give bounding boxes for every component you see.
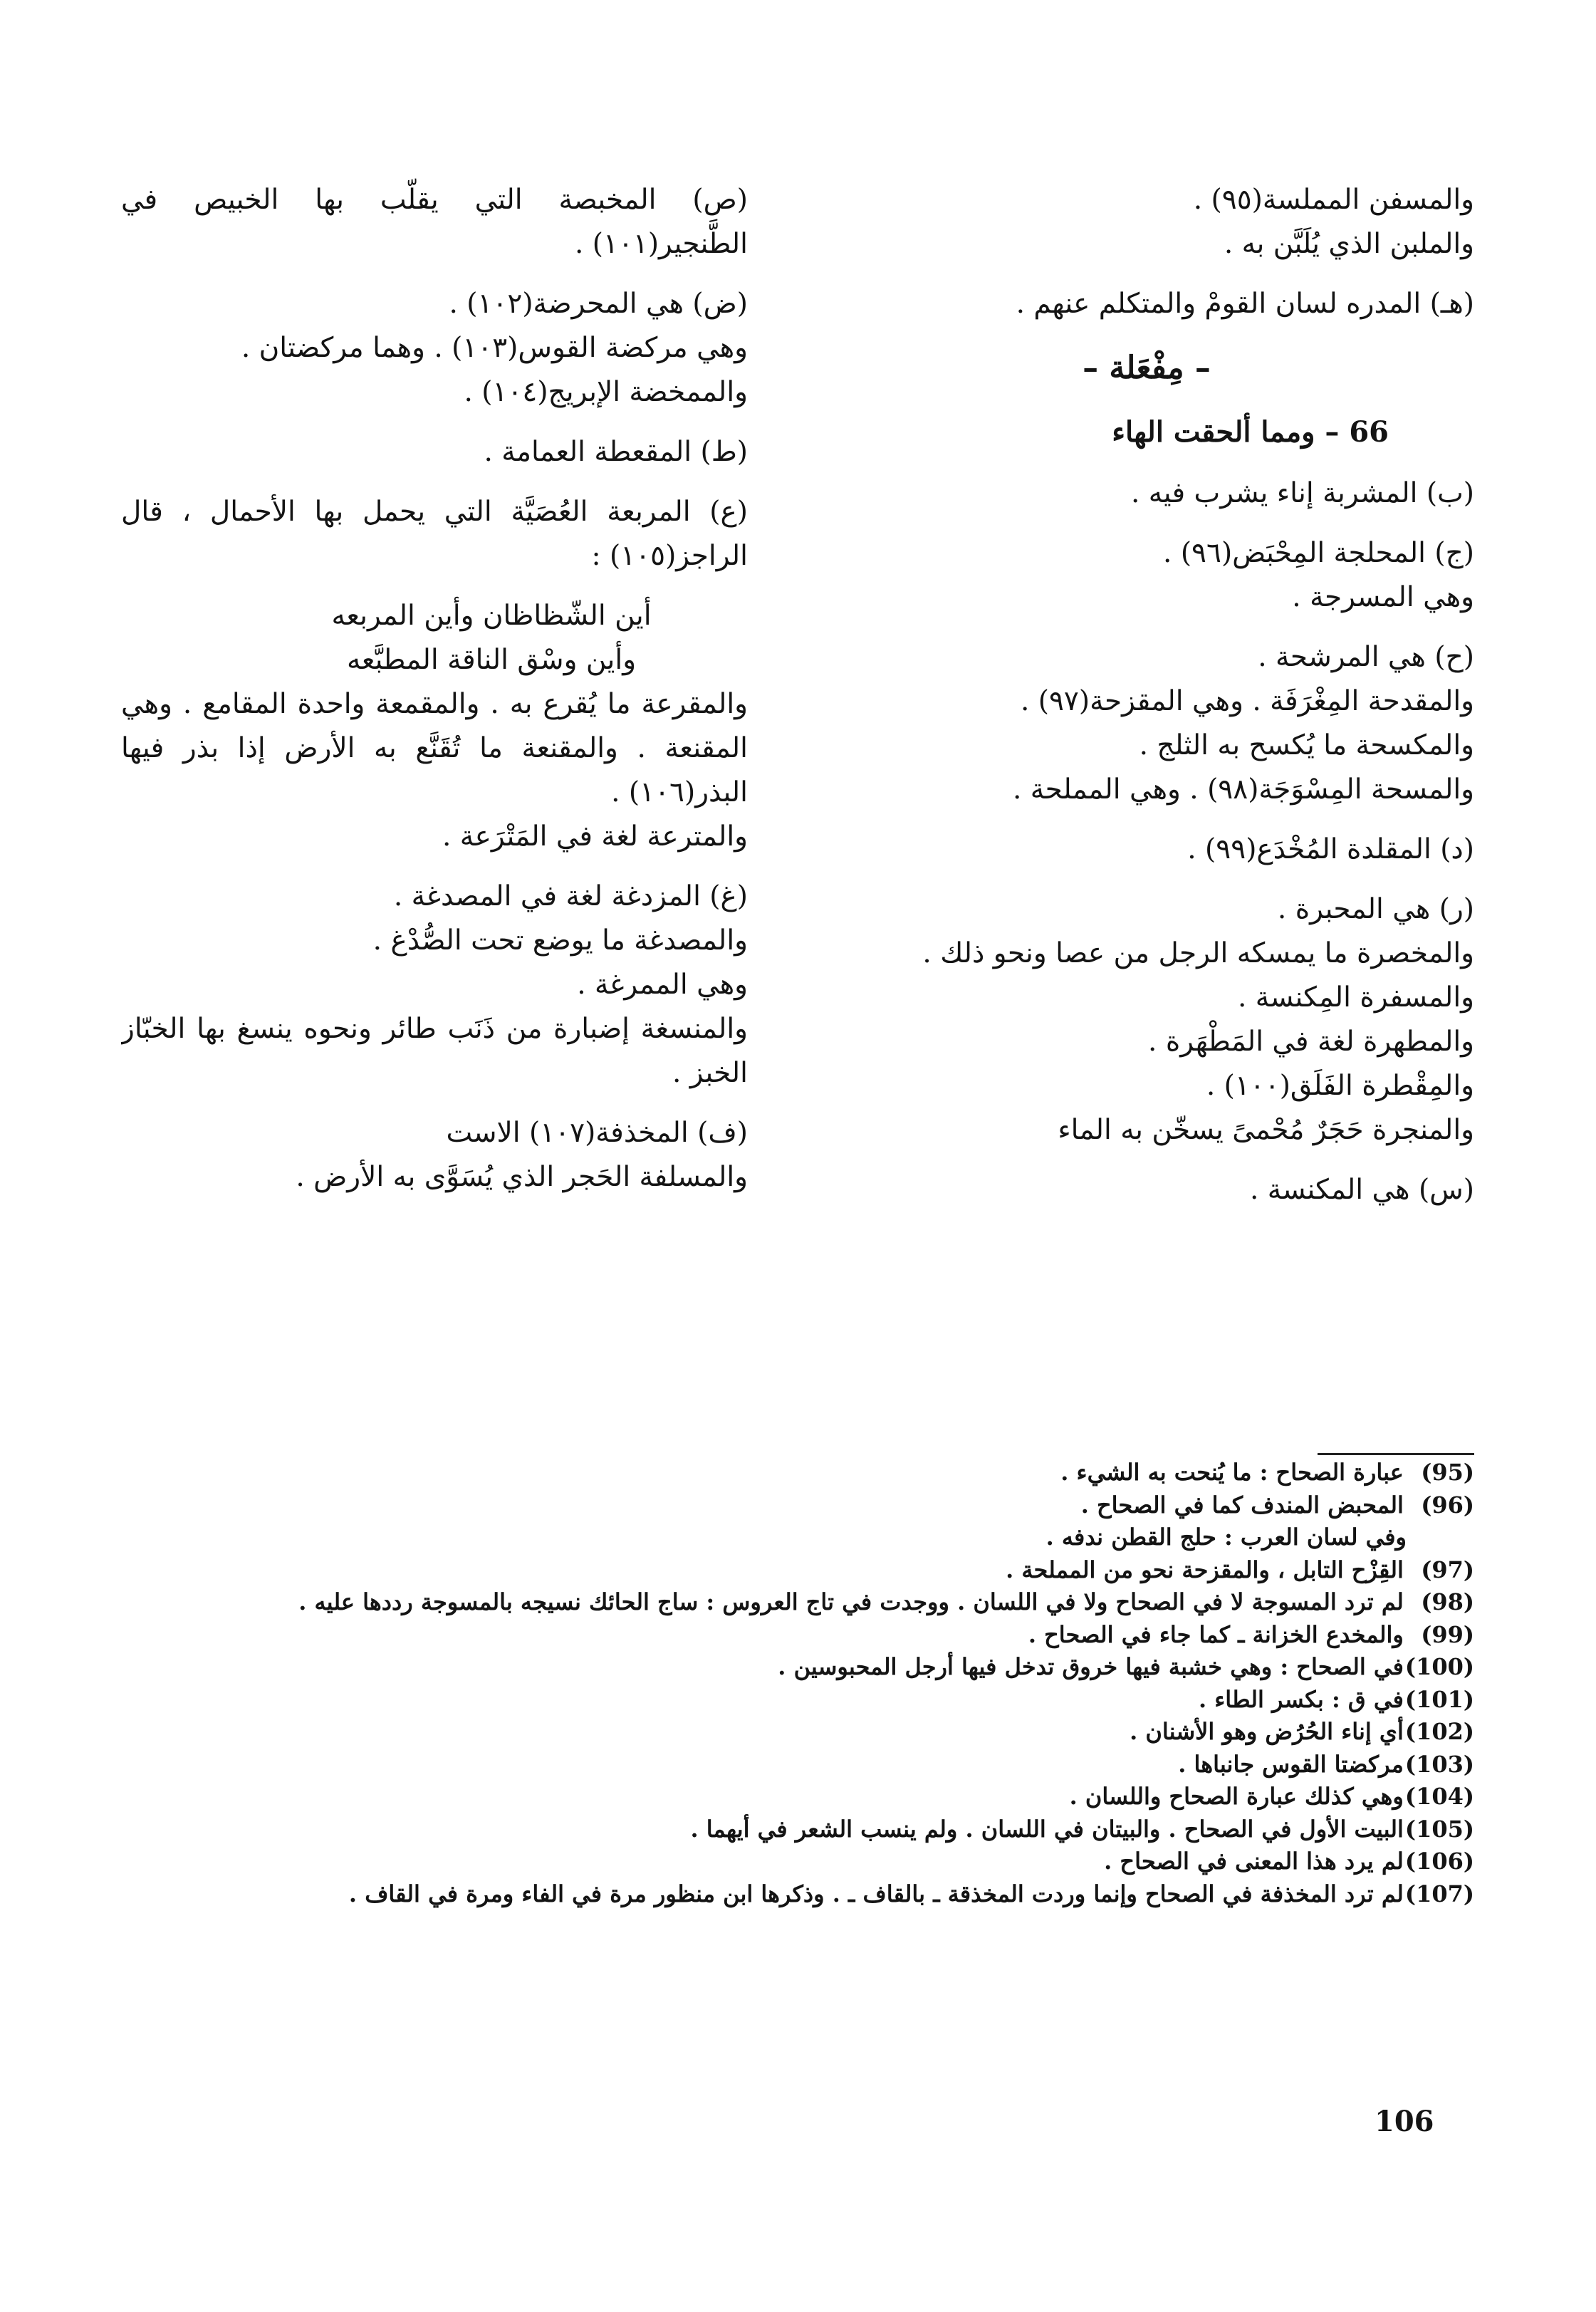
text-line: البذر(١٠٦) . [611, 776, 748, 808]
text-line: والمنسغة إضبارة من ذَنَب طائر ونحوه ينسغ بها الخبّاز [121, 1013, 748, 1045]
text-line: والمسفرة المِكنسة . [1237, 981, 1474, 1014]
text-line: (هـ) المدره لسان القومْ والمتكلم عنهم . [1016, 288, 1474, 320]
text-line: الراجز(١٠٥) : [591, 540, 748, 572]
footnote-number: (107) [1404, 1880, 1474, 1907]
footnote-text: والمخدع الخزانة ـ كما جاء في الصحاح . [1028, 1620, 1404, 1648]
text-line: الطَّنجير(١٠١) . [574, 228, 748, 260]
footnote-text: وهي كذلك عبارة الصحاح واللسان . [1069, 1783, 1404, 1810]
footnote-text: المحبض المندف كما في الصحاح . [1080, 1491, 1404, 1519]
footnote-item [135, 1586, 1474, 1619]
footnote-text: القِزْح التابل ، والمقزحة نحو من المملحة . [1006, 1556, 1404, 1583]
text-line: (ض) هي المحرضة(١٠٢) . [449, 288, 748, 320]
footnote-item [135, 1457, 1474, 1489]
right-column [819, 178, 1474, 1212]
text-line: والمسحة المِسْوَجَة(٩٨) . وهي المملحة . [1012, 774, 1474, 806]
text-line: والمنجرة حَجَرٌ مُحْمىً يسخّن به الماء [1058, 1114, 1474, 1146]
footnote-item [135, 1813, 1474, 1846]
text-line: (د) المقلدة المُخْدَع(٩٩) . [1187, 833, 1474, 865]
footnote-number: (103) [1404, 1750, 1474, 1778]
footnote-number: (96) [1421, 1491, 1474, 1519]
text-line: المقنعة . والمقنعة ما تُقَنَّع به الأرض إذا بذر فيها [121, 732, 748, 764]
text-line: والمطهرة لغة في المَطْهَرة . [1148, 1026, 1474, 1058]
verse-line: وأين وسْق الناقة المطبَّعه [346, 644, 637, 676]
text-line: والمقرعة ما يُقرع به . والمقمعة واحدة المقامع . وهي [121, 688, 748, 720]
section-title: 66 – ومما ألحقت الهاء [1112, 415, 1389, 449]
text-line: الخبز . [672, 1057, 748, 1089]
footnote-number: (106) [1404, 1848, 1474, 1875]
footnote-divider [1318, 1453, 1474, 1455]
footnote-item [135, 1521, 1474, 1554]
footnote-number: (101) [1404, 1685, 1474, 1713]
text-line: والمسلفة الحَجر الذي يُسَوَّى به الأرض . [296, 1161, 748, 1193]
text-line: وهي الممرغة . [577, 969, 748, 1001]
text-line: والمسفن المملسة(٩٥) . [1193, 184, 1474, 216]
footnote-number: (95) [1421, 1459, 1474, 1486]
footnote-number: (99) [1421, 1620, 1474, 1648]
footnote-number: (102) [1404, 1718, 1474, 1745]
text-line: (غ) المزدغة لغة في المصدغة . [393, 880, 748, 912]
footnote-text: وفي لسان العرب : حلج القطن ندفه . [1045, 1524, 1407, 1551]
text-line: (ص) المخبصة التي يقلّب بها الخبيص في [121, 184, 748, 216]
footnote-item [135, 1781, 1474, 1813]
left-column [121, 178, 748, 1199]
text-line: وهي مركضة القوس(١٠٣) . وهما مركضتان . [241, 332, 748, 364]
footnote-text: لم ترد المخذفة في الصحاح وإنما وردت المخذقة ـ بالقاف ـ . وذكرها ابن منظور مرة في الفاء ومرة في القاف . [348, 1880, 1404, 1907]
text-line: (ر) هي المحبرة . [1277, 893, 1474, 925]
footnote-text: في ق : بكسر الطاء . [1198, 1685, 1404, 1713]
text-line: والمكسحة ما يُكسح به الثلج . [1139, 729, 1474, 761]
text-line: (ح) هي المرشحة . [1258, 641, 1474, 673]
footnote-text: مركضتا القوس جانباها . [1178, 1750, 1404, 1778]
text-line: والمِقْطرة الفَلَق(١٠٠) . [1206, 1070, 1474, 1102]
footnote-item [135, 1619, 1474, 1652]
footnote-item [135, 1684, 1474, 1717]
text-line: والملبن الذي يُلَبَّن به . [1224, 228, 1474, 260]
footnotes [135, 1457, 1474, 1910]
footnote-text: أي إناء الحُرُض وهو الأشنان . [1130, 1718, 1404, 1745]
text-line: (ب) المشربة إناء يشرب فيه . [1131, 477, 1474, 509]
verse-line: أين الشّظاظان وأين المربعه [331, 600, 652, 632]
footnote-text: البيت الأول في الصحاح . والبيتان في اللسان . ولم ينسب الشعر في أيهما . [690, 1815, 1404, 1843]
footnote-number: (98) [1421, 1588, 1474, 1615]
footnote-number: (100) [1404, 1653, 1474, 1680]
text-line: والمصدغة ما يوضع تحت الصُّدْغ . [372, 925, 748, 957]
text-line: (س) هي المكنسة . [1250, 1174, 1474, 1206]
text-line: والمترعة لغة في المَتْرَعة . [442, 821, 748, 853]
footnote-item [135, 1878, 1474, 1911]
text-line: (ط) المقعطة العمامة . [484, 436, 748, 468]
footnote-number: (104) [1404, 1783, 1474, 1810]
text-line: والمقدحة المِغْرَفَة . وهي المقزحة(٩٧) . [1020, 685, 1474, 717]
text-line: وهي المسرجة . [1292, 581, 1474, 613]
page-number: 106 [1375, 2105, 1434, 2138]
footnote-item [135, 1749, 1474, 1781]
text-line: (ع) المربعة العُصَيَّة التي يحمل بها الأحمال ، قال [121, 496, 748, 528]
footnote-number: (97) [1421, 1556, 1474, 1583]
footnote-text: لم ترد المسوجة لا في الصحاح ولا في اللسان . ووجدت في تاج العروس : ساج الحائك نسيجه بالمسوجة رددها عليه . [298, 1588, 1404, 1615]
footnote-number: (105) [1404, 1815, 1474, 1843]
footnote-text: في الصحاح : وهي خشبة فيها خروق تدخل فيها أرجل المحبوسين . [778, 1653, 1404, 1680]
footnote-item [135, 1489, 1474, 1522]
footnote-item [135, 1651, 1474, 1684]
text-line: (ف) المخذفة(١٠٧) الاست [446, 1117, 748, 1149]
text-line: والمخصرة ما يمسكه الرجل من عصا ونحو ذلك . [922, 937, 1474, 969]
text-line: (ج) المحلجة المِحْبَض(٩٦) . [1163, 537, 1474, 569]
section-heading: – مِفْعَلة – [1083, 350, 1211, 386]
footnote-item [135, 1554, 1474, 1587]
footnote-item [135, 1845, 1474, 1878]
footnote-item [135, 1716, 1474, 1749]
footnote-text: لم يرد هذا المعنى في الصحاح . [1104, 1848, 1404, 1875]
text-line: والممخضة الإبريج(١٠٤) . [464, 376, 748, 408]
footnote-text: عبارة الصحاح : ما يُنحت به الشيء . [1060, 1459, 1404, 1486]
